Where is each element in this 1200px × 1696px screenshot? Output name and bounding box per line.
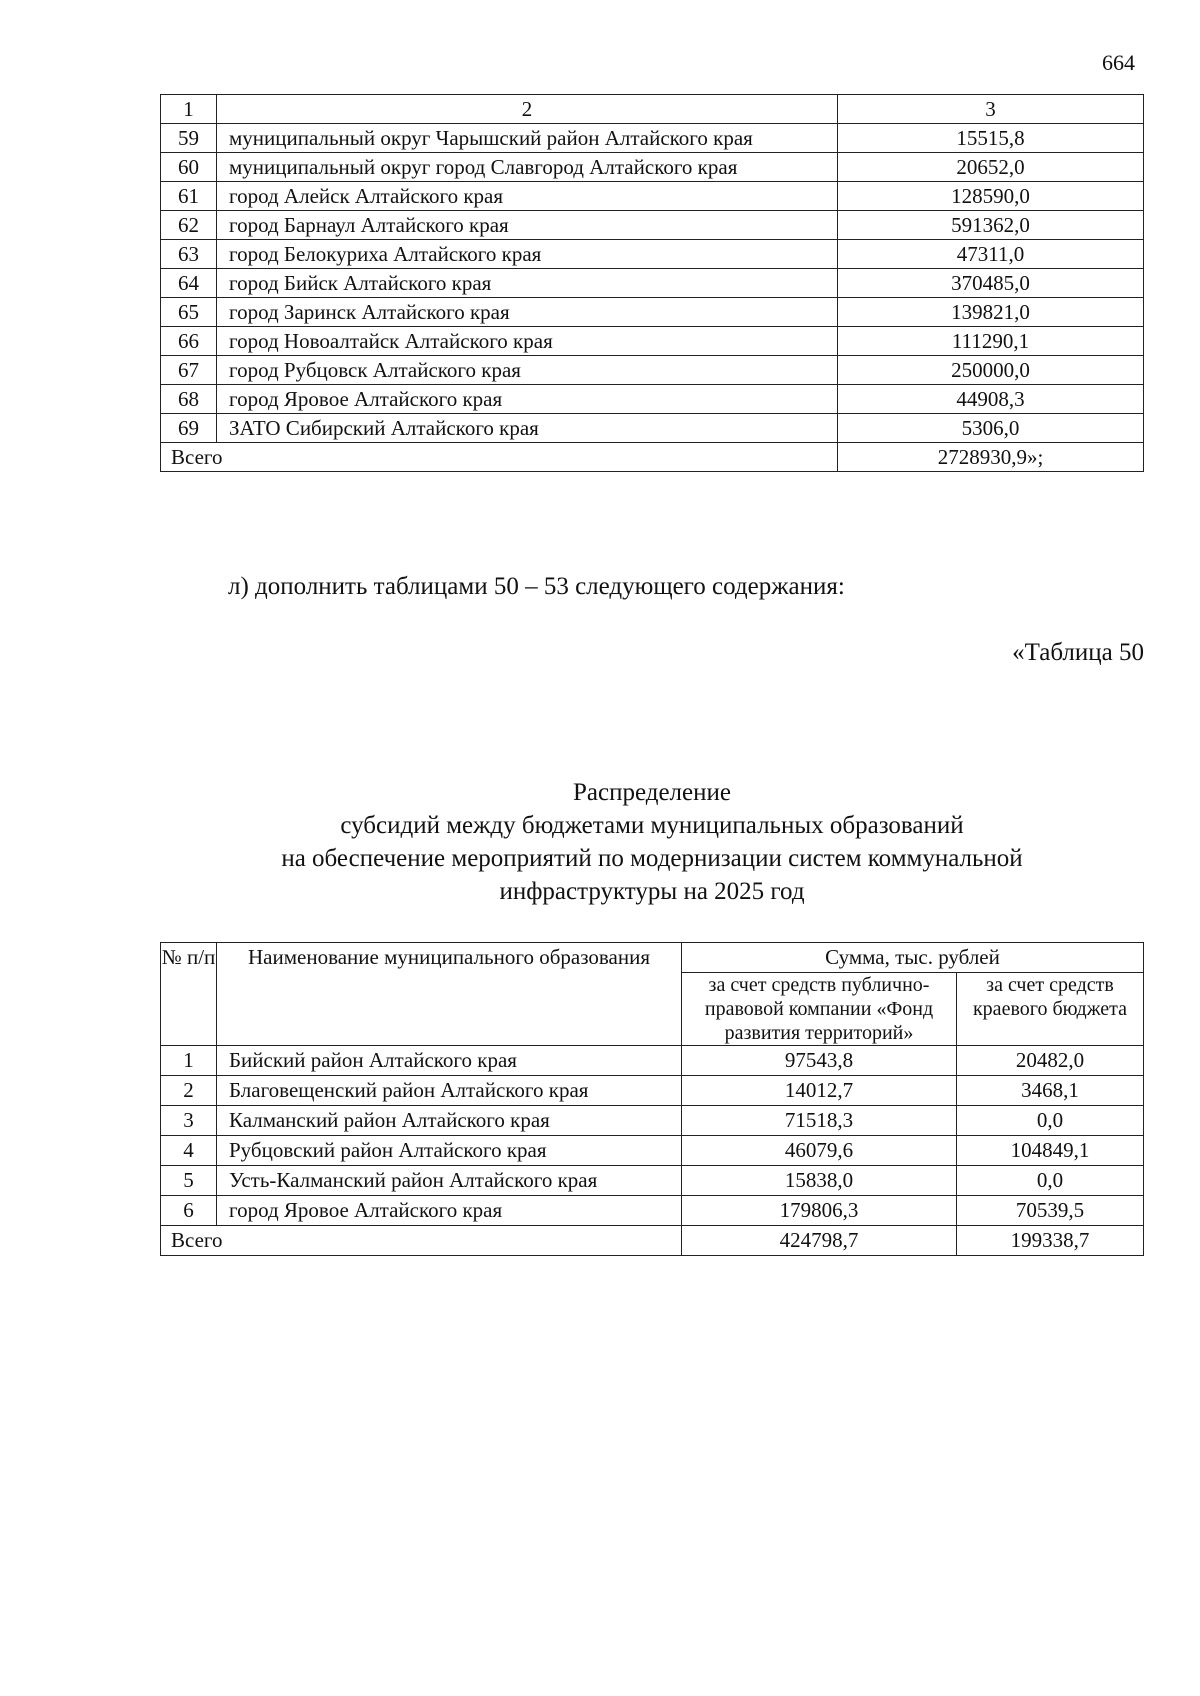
row-federal-fund: 71518,3: [682, 1106, 957, 1136]
table-row: [161, 182, 1144, 211]
row-name: город Алейск Алтайского края: [217, 182, 838, 211]
row-federal-fund: 14012,7: [682, 1076, 957, 1106]
table-label: «Таблица 50: [1012, 639, 1144, 666]
row-federal-fund: 46079,6: [682, 1136, 957, 1166]
total-label: Всего: [161, 1226, 682, 1256]
row-value: 250000,0: [838, 356, 1144, 385]
row-number: 4: [161, 1136, 217, 1166]
row-value: 370485,0: [838, 269, 1144, 298]
column-name-header: 2: [217, 95, 838, 124]
column-number-header: № п/п: [161, 943, 217, 1046]
row-name: город Белокуриха Алтайского края: [217, 240, 838, 269]
table-header-row: [161, 943, 1144, 973]
row-name: город Яровое Алтайского края: [217, 385, 838, 414]
row-name: муниципальный округ город Славгород Алтайского края: [217, 153, 838, 182]
row-value: 44908,3: [838, 385, 1144, 414]
title-line: Распределение: [573, 779, 731, 806]
table-row: [161, 414, 1144, 443]
row-number: 5: [161, 1166, 217, 1196]
table-row: [161, 385, 1144, 414]
table-row: [161, 211, 1144, 240]
row-number: 6: [161, 1196, 217, 1226]
title-line: инфраструктуры на 2025 год: [499, 878, 805, 905]
row-number: 60: [161, 153, 217, 182]
allocation-table-continued: [160, 94, 1144, 472]
row-regional-budget: 104849,1: [957, 1136, 1144, 1166]
row-regional-budget: 20482,0: [957, 1046, 1144, 1076]
column-value-header: 3: [838, 95, 1144, 124]
table-row: [161, 298, 1144, 327]
row-name: муниципальный округ Чарышский район Алтайского края: [217, 124, 838, 153]
row-name: город Бийск Алтайского края: [217, 269, 838, 298]
row-number: 67: [161, 356, 217, 385]
row-number: 68: [161, 385, 217, 414]
row-value: 128590,0: [838, 182, 1144, 211]
table-row: [161, 1196, 1144, 1226]
row-value: 111290,1: [838, 327, 1144, 356]
row-number: 63: [161, 240, 217, 269]
column-name-header: Наименование муниципального образования: [217, 943, 682, 1046]
row-regional-budget: 0,0: [957, 1106, 1144, 1136]
table-row: [161, 1136, 1144, 1166]
total-federal-fund: 424798,7: [682, 1226, 957, 1256]
row-number: 62: [161, 211, 217, 240]
table-header-row: [161, 95, 1144, 124]
column-number-header: 1: [161, 95, 217, 124]
column-federal-fund-header: за счет средств публично-правовой компании «Фонд развития территорий»: [682, 973, 957, 1046]
page-number: 664: [1102, 50, 1135, 75]
row-name: Бийский район Алтайского края: [217, 1046, 682, 1076]
row-name: Рубцовский район Алтайского края: [217, 1136, 682, 1166]
table-row: [161, 269, 1144, 298]
row-name: город Рубцовск Алтайского края: [217, 356, 838, 385]
row-regional-budget: 70539,5: [957, 1196, 1144, 1226]
row-federal-fund: 179806,3: [682, 1196, 957, 1226]
row-number: 66: [161, 327, 217, 356]
title-line: на обеспечение мероприятий по модернизации систем коммунальной: [281, 845, 1023, 872]
total-value: 2728930,9»;: [838, 443, 1144, 472]
table-row: [161, 1106, 1144, 1136]
table-row: [161, 327, 1144, 356]
row-value: 47311,0: [838, 240, 1144, 269]
table-row: [161, 1046, 1144, 1076]
table-title: [160, 776, 1144, 908]
row-name: ЗАТО Сибирский Алтайского края: [217, 414, 838, 443]
row-name: город Новоалтайск Алтайского края: [217, 327, 838, 356]
table-row: [161, 1076, 1144, 1106]
row-number: 61: [161, 182, 217, 211]
column-sum-header: Сумма, тыс. рублей: [682, 943, 1144, 973]
row-name: город Яровое Алтайского края: [217, 1196, 682, 1226]
amendment-paragraph: л) дополнить таблицами 50 – 53 следующего содержания:: [228, 573, 845, 600]
row-name: Усть-Калманский район Алтайского края: [217, 1166, 682, 1196]
table-row: [161, 153, 1144, 182]
table-total-row: [161, 443, 1144, 472]
total-regional-budget: 199338,7: [957, 1226, 1144, 1256]
row-name: город Заринск Алтайского края: [217, 298, 838, 327]
row-number: 3: [161, 1106, 217, 1136]
subsidy-distribution-table: [160, 942, 1144, 1256]
row-value: 591362,0: [838, 211, 1144, 240]
table-row: [161, 240, 1144, 269]
row-value: 20652,0: [838, 153, 1144, 182]
table-row: [161, 1166, 1144, 1196]
row-number: 69: [161, 414, 217, 443]
row-regional-budget: 0,0: [957, 1166, 1144, 1196]
row-value: 5306,0: [838, 414, 1144, 443]
row-name: город Барнаул Алтайского края: [217, 211, 838, 240]
table-row: [161, 124, 1144, 153]
row-federal-fund: 15838,0: [682, 1166, 957, 1196]
column-regional-budget-header: за счет средств краевого бюджета: [957, 973, 1144, 1046]
row-number: 64: [161, 269, 217, 298]
row-number: 65: [161, 298, 217, 327]
row-value: 15515,8: [838, 124, 1144, 153]
title-line: субсидий между бюджетами муниципальных образований: [340, 812, 964, 839]
total-label: Всего: [161, 443, 838, 472]
row-number: 59: [161, 124, 217, 153]
row-regional-budget: 3468,1: [957, 1076, 1144, 1106]
table-row: [161, 356, 1144, 385]
table-total-row: [161, 1226, 1144, 1256]
row-value: 139821,0: [838, 298, 1144, 327]
row-number: 2: [161, 1076, 217, 1106]
row-name: Калманский район Алтайского края: [217, 1106, 682, 1136]
row-number: 1: [161, 1046, 217, 1076]
row-name: Благовещенский район Алтайского края: [217, 1076, 682, 1106]
row-federal-fund: 97543,8: [682, 1046, 957, 1076]
